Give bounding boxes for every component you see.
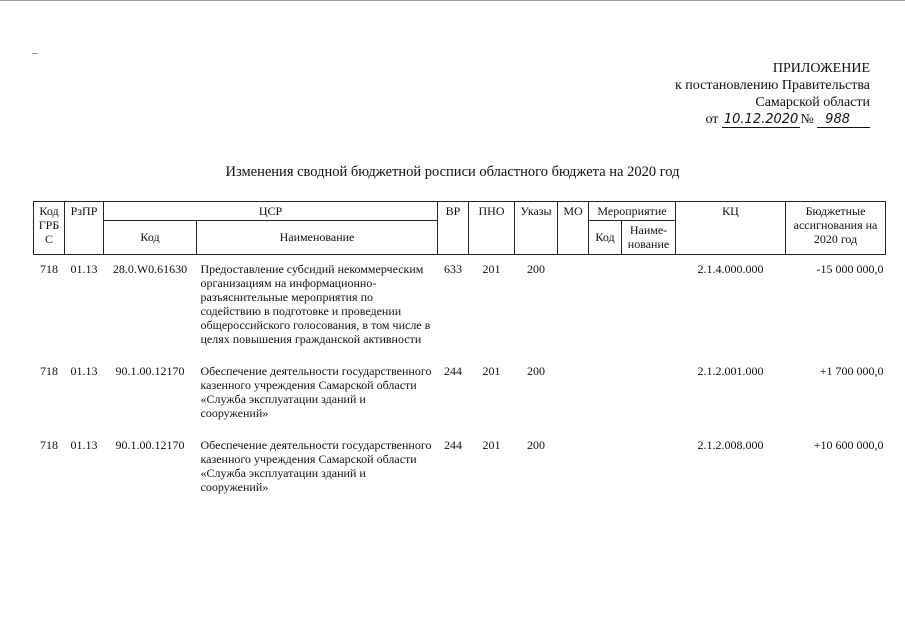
cell-vr: 633 — [444, 262, 462, 276]
cell-kc: 2.1.2.008.000 — [697, 438, 764, 452]
cell-grbs: 718 — [40, 438, 58, 452]
cell-ukazy: 200 — [527, 364, 545, 378]
cell-name: Обеспечение деятельности государственного казенного учреждения Самарской области «Служба эксплуатации зданий и сооружений» — [200, 438, 432, 494]
table-header — [34, 202, 886, 255]
cell-amount: +1 700 000,0 — [819, 364, 884, 378]
cell-amount: +10 600 000,0 — [813, 438, 884, 452]
header-rzpr: РзПР — [65, 202, 104, 255]
header-mo: МО — [558, 202, 589, 255]
cell-kc: 2.1.4.000.000 — [697, 262, 764, 276]
cell-name: Предоставление субсидий некоммерческим организациям на информационно-разъяснительные мероприятия по содействию в подготовке и проведении общероссийского голосования, в том числе в целях повышения гражданской активности — [200, 262, 431, 346]
cell-pno: 201 — [482, 364, 501, 378]
header-pno: ПНО — [469, 202, 515, 255]
header-meropriyatie: Мероприятие — [589, 202, 676, 221]
cell-kc: 2.1.2.001.000 — [697, 364, 764, 378]
cell-mer-kod — [589, 255, 622, 365]
appendix-date-line — [600, 111, 870, 128]
table-row — [34, 438, 886, 512]
header-kc: КЦ — [676, 202, 786, 255]
header-mer-kod: Код — [589, 221, 622, 255]
header-mer-name: Наиме-нование — [622, 221, 676, 255]
cell-mer-name — [622, 364, 676, 438]
cell-grbs: 718 — [40, 262, 58, 276]
cell-vr: 244 — [444, 438, 462, 452]
date-prefix: от — [705, 112, 719, 127]
handwritten-number: 988 — [817, 112, 870, 128]
document-title: Изменения сводной бюджетной росписи областного бюджета на 2020 год — [225, 164, 680, 180]
cell-mer-name — [622, 255, 676, 365]
header-budget: Бюджетные ассигнования на 2020 год — [786, 202, 886, 255]
cell-grbs: 718 — [40, 364, 58, 378]
cell-amount: -15 000 000,0 — [816, 262, 884, 276]
cell-ukazy: 200 — [527, 438, 545, 452]
cell-vr: 244 — [444, 364, 462, 378]
header-csr-kod: Код — [104, 221, 197, 255]
handwritten-date: 10.12.2020 — [723, 112, 799, 127]
cell-mo — [558, 364, 589, 438]
cell-csr-kod: 90.1.00.12170 — [115, 364, 185, 378]
cell-csr-kod: 90.1.00.12170 — [115, 438, 185, 452]
cell-mo — [558, 438, 589, 512]
cell-mer-kod — [589, 438, 622, 512]
table-body — [34, 255, 886, 513]
table-row — [34, 364, 886, 438]
header-vr: ВР — [438, 202, 469, 255]
cell-rzpr: 01.13 — [70, 438, 98, 452]
cell-pno: 201 — [482, 438, 501, 452]
appendix-line-resolution: к постановлению Правительства — [674, 78, 870, 93]
cell-ukazy: 200 — [527, 262, 545, 276]
header-kod-grbs: Код ГРБ С — [34, 202, 65, 255]
header-csr-name: Наименование — [197, 221, 438, 255]
cell-mer-name — [622, 438, 676, 512]
table-row — [34, 255, 886, 365]
number-prefix: № — [800, 112, 814, 127]
appendix-heading: ПРИЛОЖЕНИЕ — [772, 61, 870, 76]
header-csr: ЦСР — [104, 202, 438, 221]
cell-csr-kod: 28.0.W0.61630 — [112, 262, 188, 276]
cell-name: Обеспечение деятельности государственного казенного учреждения Самарской области «Служба эксплуатации зданий и сооружений» — [200, 364, 432, 420]
page-top-edge — [0, 0, 905, 1]
cell-rzpr: 01.13 — [70, 262, 98, 276]
cell-mer-kod — [589, 364, 622, 438]
cell-pno: 201 — [482, 262, 501, 276]
cell-mo — [558, 255, 589, 365]
appendix-line-region: Самарской области — [755, 95, 870, 110]
scan-speck — [32, 53, 38, 54]
cell-rzpr: 01.13 — [70, 364, 98, 378]
budget-table — [33, 201, 886, 512]
appendix-block — [600, 60, 870, 128]
header-ukazy: Указы — [515, 202, 558, 255]
